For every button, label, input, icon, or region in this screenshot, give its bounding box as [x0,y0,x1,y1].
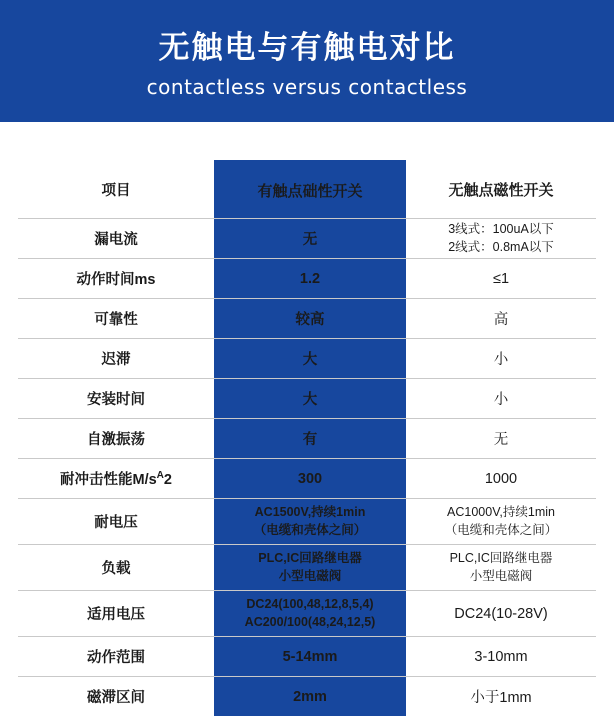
row-value-line2: （电缆和壳体之间） [214,522,406,540]
row-value-contact: 大 [214,379,406,419]
row-label: 动作范围 [18,637,214,677]
table-header-row [18,160,596,219]
row-label: 耐电压 [18,499,214,545]
table-row [18,259,596,299]
row-value-contactless: 小于1mm [406,677,596,716]
row-value-line2: 2线式：0.8mA以下 [406,239,596,257]
row-value-contactless: 1000 [406,459,596,499]
table-row [18,591,596,637]
row-value-contact: 5-14mm [214,637,406,677]
table-row [18,545,596,591]
table-row [18,677,596,716]
page-subtitle: contactless versus contactless [147,75,468,99]
row-value-contactless [406,499,596,545]
row-label: 磁滞区间 [18,677,214,716]
row-label-superscript: A [157,470,164,481]
row-value-line1: DC24(100,48,12,8,5,4) [214,596,406,614]
row-value-contactless: 小 [406,379,596,419]
row-value-contact [214,545,406,591]
table-row [18,379,596,419]
table-row [18,499,596,545]
comparison-table [18,160,596,716]
row-value-line2: （电缆和壳体之间） [406,522,596,540]
row-label: 迟滞 [18,339,214,379]
row-value-line1: AC1000V,持续1min [406,504,596,522]
row-value-contact: 1.2 [214,259,406,299]
table-row [18,299,596,339]
row-value-contact: 2mm [214,677,406,716]
row-label: 漏电流 [18,219,214,259]
column-header-contactless: 无触点磁性开关 [406,160,596,219]
row-value-contact: 300 [214,459,406,499]
row-label: 适用电压 [18,591,214,637]
row-value-line1: AC1500V,持续1min [214,504,406,522]
table-row [18,219,596,259]
row-value-contactless: 高 [406,299,596,339]
row-value-contact [214,499,406,545]
row-label: 安装时间 [18,379,214,419]
row-value-contactless: ≤1 [406,259,596,299]
row-value-line2: 小型电磁阀 [214,568,406,586]
row-value-contactless: 小 [406,339,596,379]
row-value-line1: PLC,IC回路继电器 [214,550,406,568]
row-value-contact: 无 [214,219,406,259]
page-header [0,0,614,122]
row-value-contact [214,591,406,637]
table-row [18,459,596,499]
row-value-contact: 大 [214,339,406,379]
row-value-line1: PLC,IC回路继电器 [406,550,596,568]
row-label: 自激振荡 [18,419,214,459]
table-row [18,339,596,379]
row-value-contact: 有 [214,419,406,459]
row-value-contactless: 3-10mm [406,637,596,677]
row-value-line1: 3线式：100uA以下 [406,221,596,239]
row-label-prefix: 耐冲击性能M/s [60,472,157,488]
column-header-contact: 有触点础性开关 [214,160,406,219]
row-value-contactless: DC24(10-28V) [406,591,596,637]
row-label: 动作时间ms [18,259,214,299]
comparison-table-container [0,122,614,716]
page-title: 无触电与有触电对比 [159,29,456,68]
table-row [18,637,596,677]
column-header-item: 项目 [18,160,214,219]
table-row [18,419,596,459]
row-label-suffix: 2 [164,472,172,488]
row-value-line2: 小型电磁阀 [406,568,596,586]
row-label: 负载 [18,545,214,591]
row-value-contactless [406,219,596,259]
row-value-line2: AC200/100(48,24,12,5) [214,614,406,632]
row-label: 可靠性 [18,299,214,339]
row-value-contactless: 无 [406,419,596,459]
row-label [18,459,214,499]
row-value-contact: 较高 [214,299,406,339]
row-value-contactless [406,545,596,591]
